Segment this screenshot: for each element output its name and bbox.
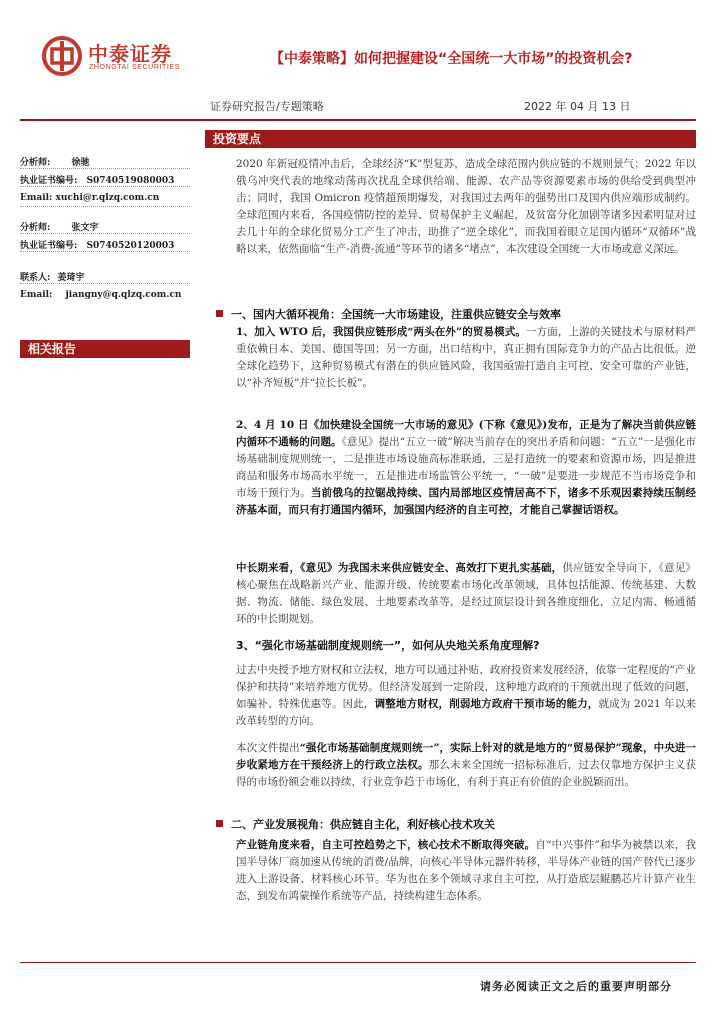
license-2	[20, 238, 174, 251]
email-label: Email:	[20, 193, 53, 203]
sidebar-divider	[20, 283, 190, 284]
paragraph-central-local: 过去中央授予地方财权和立法权，地方可以通过补贴、政府投资来发展经济，依靠一定程度的“产业保护和扶持”来培养地方优势。但经济发展到一定阶段，这种地方政府的干预就出现了低效的问题，如骗补、特殊优惠等。因此，调整地方财权，削弱地方政府干预市场的能力，就成为 2021 年以来改革转型的方向。	[236, 664, 697, 728]
analyst-name: 徐驰	[71, 158, 90, 168]
paragraph-core-technology: 产业链角度来看，自主可控趋势之下，核心技术不断取得突破。自“中兴事件”和华为被禁以来，我国半导体厂商加速从传统的消费/晶牌，向核心半导体元器件转移，半导体产业链的国产替代已逐步进入上游设备、材料核心环节。华为也在多个领域寻求自主可控，从打造底层鲲鹏芯片计算产业生态，到发布鸿蒙操作系统等产品，持续构建生态体系。	[236, 839, 696, 903]
sidebar-divider	[20, 251, 190, 252]
paragraph-opinion: 2、4 月 10 日《加快建设全国统一大市场的意见》(下称《意见》)发布，正是为了解决当前供应链内循环不通畅的问题。《意见》提出“五立一破”解决当前存在的突出矛盾和问题：“五立”一是强化市场基础制度规则统一，二是推进市场设施高标准联通，三是打造统一的要素和资源市场，四是推进商品和服务市场高水平统一，五是推进市场监管公平统一，“一破”是要进一步规范不当市场竞争和市场干预行为。当前俄乌的拉锯战持续、国内局部地区疫情居高不下，诸多不乐观因素持续压制经济基本面，而只有打通国内循环，加强国内经济的自主可控，才能自己掌握话语权。	[236, 419, 697, 517]
report-type: 证券研究报告/专题策略	[210, 100, 324, 113]
email-1	[20, 193, 159, 203]
bullet-square-icon	[216, 310, 223, 317]
company-logo	[42, 36, 202, 80]
license-1	[20, 173, 174, 186]
report-date: 2022 年 04 月 13 日	[524, 100, 631, 113]
zhongtai-logo-icon	[42, 36, 82, 76]
logo-english-name: ZHONGTAI SECURITIES	[89, 64, 180, 71]
contact	[20, 270, 84, 283]
logo-chinese-name: 中泰证券	[88, 42, 172, 66]
disclaimer-note: 请务必阅读正文之后的重要声明部分	[480, 980, 672, 993]
report-title: 【中泰策略】如何把握建设“全国统一大市场”的投资机会?	[270, 51, 633, 67]
analyst-2	[20, 220, 98, 233]
section-bar-related-reports: 相关报告	[20, 340, 190, 358]
analyst-name: 张文宇	[71, 223, 99, 233]
paragraph-wto: 1、加入 WTO 后，我国供应链形成“两头在外”的贸易模式。一方面，上游的关键技术与原材料严重依赖日本、美国、德国等国；另一方面，出口结构中，真正拥有国际竞争力的产品占比很低。逆全球化趋势下，这种贸易模式有潜在的供应链风险，我国亟需打造自主可控、安全可靠的产业链，以“补齐短板”并“拉长长板”。	[236, 326, 696, 390]
heading-industry-development: 二、产业发展视角：供应链自主化，利好核心技术攻关	[216, 816, 495, 832]
paragraph-long-term: 中长期来看，《意见》为我国未来供应链安全、高效打下更扎实基础，供应链安全导向下，《意见》核心聚焦在战略新兴产业、能源升级、传统要素市场化改革领域，具体包括能源、传统基建、大数据、物流、储能、绿色发展、土地要素改革等，是经过顶层设计到各维度细化，立足内需、畅通循环的中长期规划。	[236, 562, 697, 626]
analyst-1	[20, 155, 89, 168]
email-value[interactable]: jiangny@q.qlzq.com.cn	[65, 290, 182, 300]
sidebar-divider	[20, 186, 190, 187]
footer-divider	[20, 962, 696, 963]
sidebar-divider	[20, 206, 190, 207]
sidebar-divider	[20, 233, 190, 234]
email-2	[20, 290, 181, 300]
analyst-label: 分析师:	[20, 158, 51, 168]
email-label: Email:	[20, 290, 53, 300]
heading-rule-unification: 3、“强化市场基础制度规则统一”，如何从央地关系角度理解?	[236, 639, 540, 652]
heading-domestic-circulation: 一、国内大循环视角：全国统一大市场建设，注重供应链安全与效率	[216, 306, 561, 322]
bullet-square-icon	[216, 820, 223, 827]
analyst-label: 分析师:	[20, 223, 51, 233]
license-label: 执业证书编号:	[20, 176, 78, 186]
license-number: S0740520120003	[86, 241, 175, 251]
contact-name: 姜琦宇	[57, 273, 85, 283]
sidebar-divider	[20, 168, 190, 169]
intro-paragraph: 2020 年新冠疫情冲击后，全球经济“K”型复苏，造成全球范围内供应链的不规则景气；2022 年以俄乌冲突代表的地缘动荡再次扰乱全球供给端、能源、农产品等资源要素市场的供给受到典型冲击；同时，我国 Omicron 疫情超预期爆发，对我国过去两年的强势出口及国内供应端形成制约。全球范围内来看，各国疫情防控的差异、贸易保护主义崛起，及贫富分化加剧等诸多因素明显对过去几十年的全球化贸易分工产生了冲击，助推了“逆全球化”，而我国着眼立足国内循环“双循环”战略以来，依然面临“生产-消费-流通”等环节的诸多“堵点”，本次建设全国统一大市场或意义深远。	[236, 158, 696, 256]
license-number: S0740519080003	[86, 176, 175, 186]
license-label: 执业证书编号:	[20, 241, 78, 251]
section-bar-investment-points: 投资要点	[205, 130, 696, 148]
contact-label: 联系人:	[20, 273, 51, 283]
email-value[interactable]: xuchi@r.qlzq.com.cn	[55, 193, 160, 203]
header-divider	[20, 119, 696, 121]
paragraph-trade-protection: 本次文件提出“强化市场基础制度规则统一”，实际上针对的就是地方的“贸易保护”现象，中央进一步收紧地方在干预经济上的行政立法权。那么未来全国统一招标标准后，过去仅靠地方保护主义获得的市场份额会难以持续，行业竞争趋于市场化，有利于真正有价值的企业脱颖而出。	[236, 742, 697, 789]
